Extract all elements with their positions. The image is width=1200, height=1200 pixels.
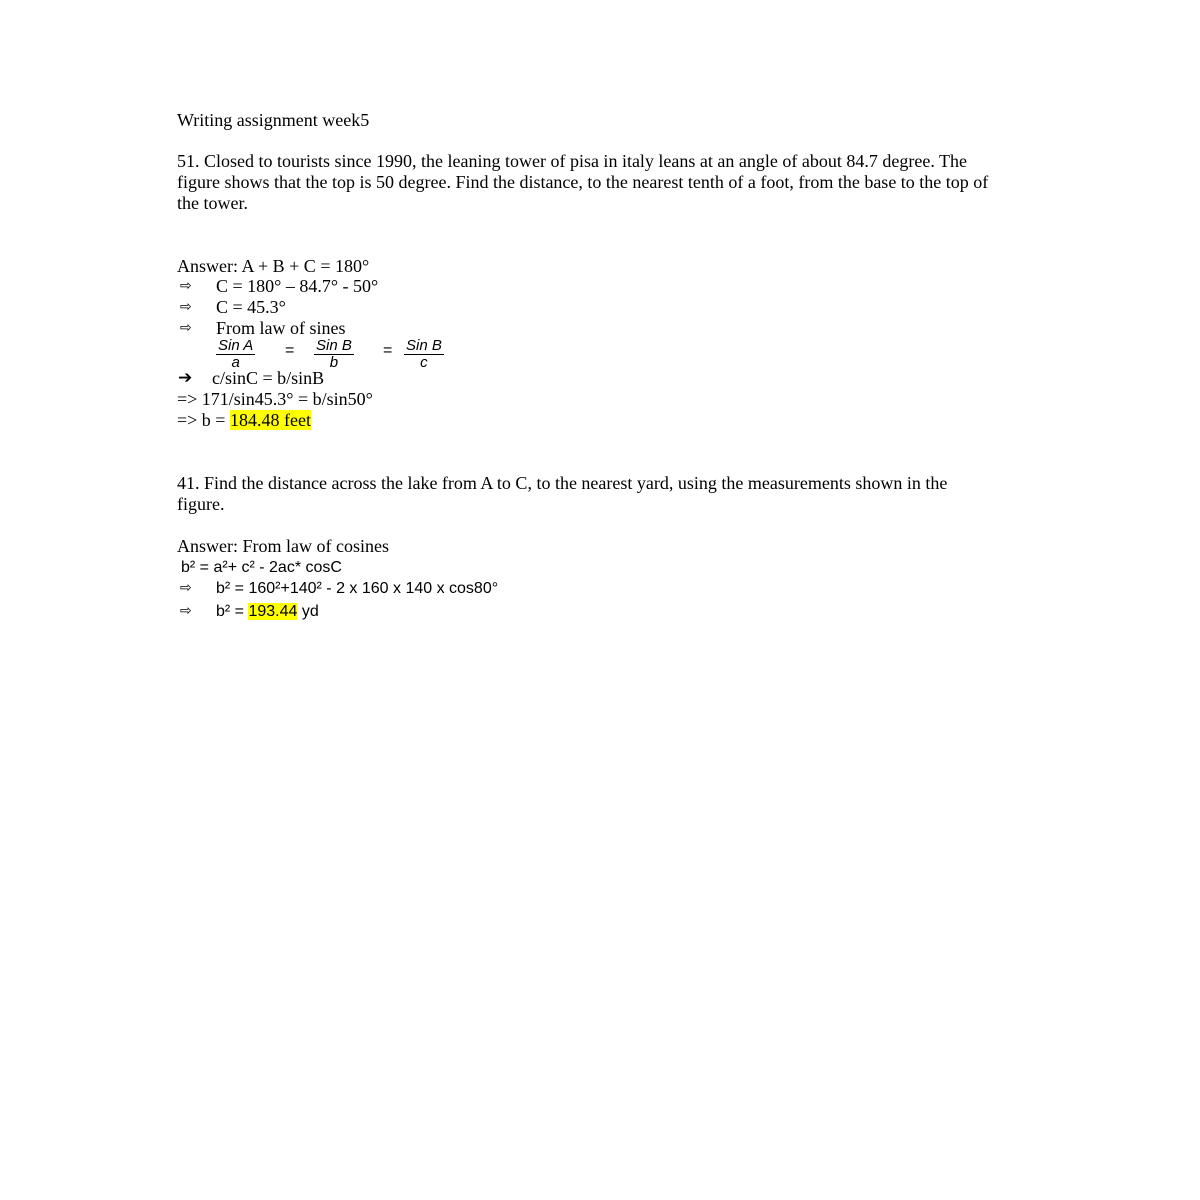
q41-step-2 [216, 601, 319, 622]
equals-sign: = [383, 342, 393, 359]
q51-step-4: c/sinC = b/sinB [212, 368, 325, 388]
q51-step-3: From law of sines [216, 318, 346, 338]
hollow-arrow-icon: ⇨ [180, 603, 192, 619]
fraction-numerator: Sin B [406, 337, 442, 354]
law-of-sines-fraction-b [314, 337, 354, 370]
q51-highlighted-result: 184.48 feet [229, 410, 311, 430]
q51-step-2: C = 45.3° [216, 297, 286, 317]
q41-step-2-unit: yd [297, 603, 319, 620]
fraction-numerator: Sin A [218, 337, 254, 354]
fraction-denominator: b [329, 354, 339, 371]
fraction-denominator: a [231, 354, 240, 371]
hollow-arrow-icon: ⇨ [180, 278, 192, 294]
q51-step-1: C = 180° – 84.7° - 50° [216, 276, 379, 296]
equals-sign: = [285, 342, 295, 359]
hollow-arrow-icon: ⇨ [180, 320, 192, 336]
q41-step-1: b² = 160²+140² - 2 x 160 x 140 x cos80° [216, 580, 499, 597]
q41-answer-line: Answer: From law of cosines [177, 536, 389, 556]
fraction-numerator: Sin B [316, 337, 352, 354]
law-of-sines-fraction-a [216, 337, 255, 370]
q41-formula: b² = a²+ c² - 2ac* cosC [181, 559, 342, 576]
law-of-sines-fraction-c [404, 337, 444, 370]
q51-step-6-prefix: => b = [177, 410, 230, 430]
question-51-text: 51. Closed to tourists since 1990, the leaning tower of pisa in italy leans at an angle of about 84.7 degree. The figure shows that the top is 50 degree. Find the distance, to the nearest tenth of a foot, from the base to the top of the tower. [177, 151, 989, 213]
fraction-denominator: c [420, 354, 428, 371]
hollow-arrow-icon: ⇨ [180, 580, 192, 596]
question-41-text: 41. Find the distance across the lake from A to C, to the nearest yard, using the measurements shown in the figure. [177, 473, 948, 514]
document-title: Writing assignment week5 [177, 110, 370, 130]
bold-arrow-icon: ➔ [178, 368, 193, 388]
q41-highlighted-result: 193.44 [248, 603, 298, 620]
q51-answer-line: Answer: A + B + C = 180° [177, 256, 370, 276]
q41-step-2-prefix: b² = [216, 603, 249, 620]
hollow-arrow-icon: ⇨ [180, 299, 192, 315]
q51-step-6 [177, 410, 311, 431]
q51-step-5: => 171/sin45.3° = b/sin50° [177, 389, 373, 409]
